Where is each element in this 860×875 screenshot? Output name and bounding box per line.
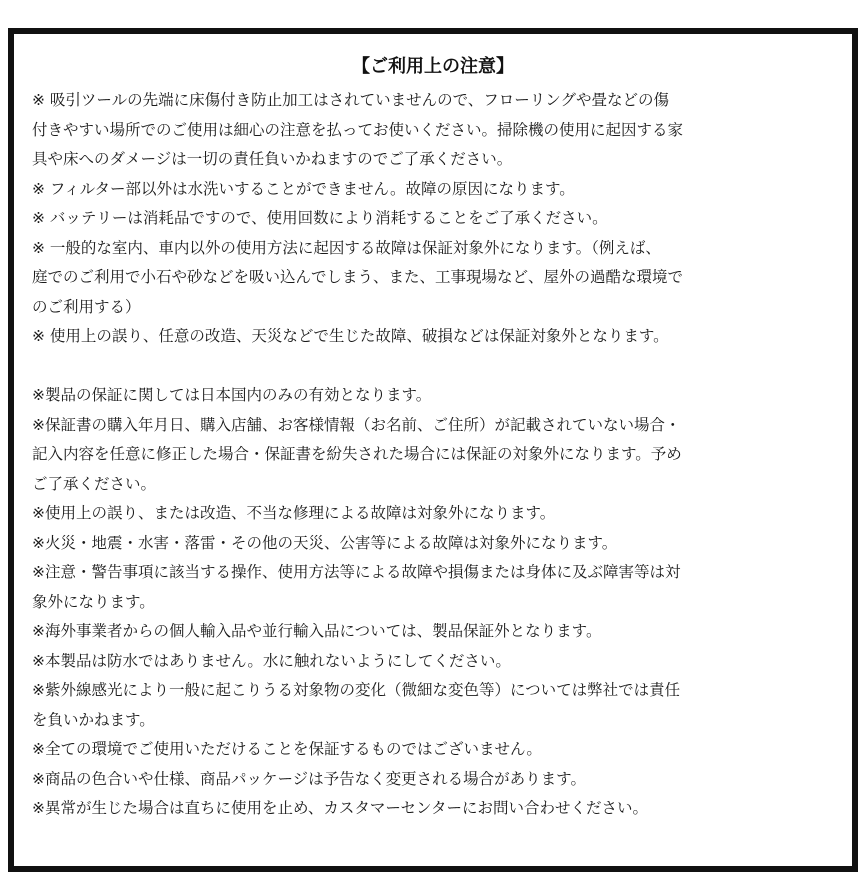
notice-content [32,86,842,824]
usage-cautions-section [32,86,842,352]
notice-title: 【ご利用上の注意】 [352,56,514,77]
warranty-line: ※紫外線感光により一般に起こりうる対象物の変化（微細な変色等）については弊社では責任 [32,681,681,699]
warranty-line: ※注意・警告事項に該当する操作、使用方法等による故障や損傷または身体に及ぶ障害等は対 [32,563,681,581]
warranty-line: ※海外事業者からの個人輸入品や並行輸入品については、製品保証外となります。 [32,622,602,640]
notice-frame [8,28,858,872]
caution-line: ※ 使用上の誤り、任意の改造、天災などで生じた故障、破損などは保証対象外となります。 [32,327,669,345]
warranty-line: ※全ての環境でご使用いただけることを保証するものではございません。 [32,740,542,758]
warranty-line: ※本製品は防水ではありません。水に触れないようにしてください。 [32,651,511,670]
warranty-line: ※製品の保証に関しては日本国内のみの有効となります。 [32,386,432,404]
caution-line: 庭でのご利用で小石や砂などを吸い込んでしまう、また、工事現場など、屋外の過酷な環境で [32,268,684,286]
warranty-line: ※使用上の誤り、または改造、不当な修理による故障は対象外になります。 [32,504,556,522]
caution-line: のご利用する） [32,297,141,316]
warranty-line: ※火災・地震・水害・落雷・その他の天災、公害等による故障は対象外になります。 [32,533,618,552]
warranty-line: ※保証書の購入年月日、購入店舗、お客様情報（お名前、ご住所）が記載されていない場合・ [32,415,681,434]
caution-line: 具や床へのダメージは一切の責任負いかねますのでご了承ください。 [32,150,513,168]
caution-line: ※ フィルター部以外は水洗いすることができません。故障の原因になります。 [32,179,575,198]
caution-line: ※ 吸引ツールの先端に床傷付き防止加工はされていませんので、フローリングや畳などの傷 [32,91,669,109]
caution-line: 付きやすい場所でのご使用は細心の注意を払ってお使いください。掃除機の使用に起因する家 [32,120,684,139]
warranty-line: ご了承ください。 [32,474,157,493]
warranty-line: 記入内容を任意に修正した場合・保証書を紛失された場合には保証の対象外になります。予め [32,445,682,463]
warranty-line: ※異常が生じた場合は直ちに使用を止め、カスタマーセンターにお問い合わせください。 [32,799,648,817]
warranty-line: を負いかねます。 [32,710,155,729]
caution-line: ※ バッテリーは消耗品ですので、使用回数により消耗することをご了承ください。 [32,209,608,227]
warranty-line: ※商品の色合いや仕様、商品パッケージは予告なく変更される場合があります。 [32,769,586,788]
section-spacer [32,352,842,382]
warranty-line: 象外になります。 [32,592,155,611]
warranty-section [32,381,842,824]
caution-line: ※ 一般的な室内、車内以外の使用方法に起因する故障は保証対象外になります。（例えば、 [32,238,661,257]
